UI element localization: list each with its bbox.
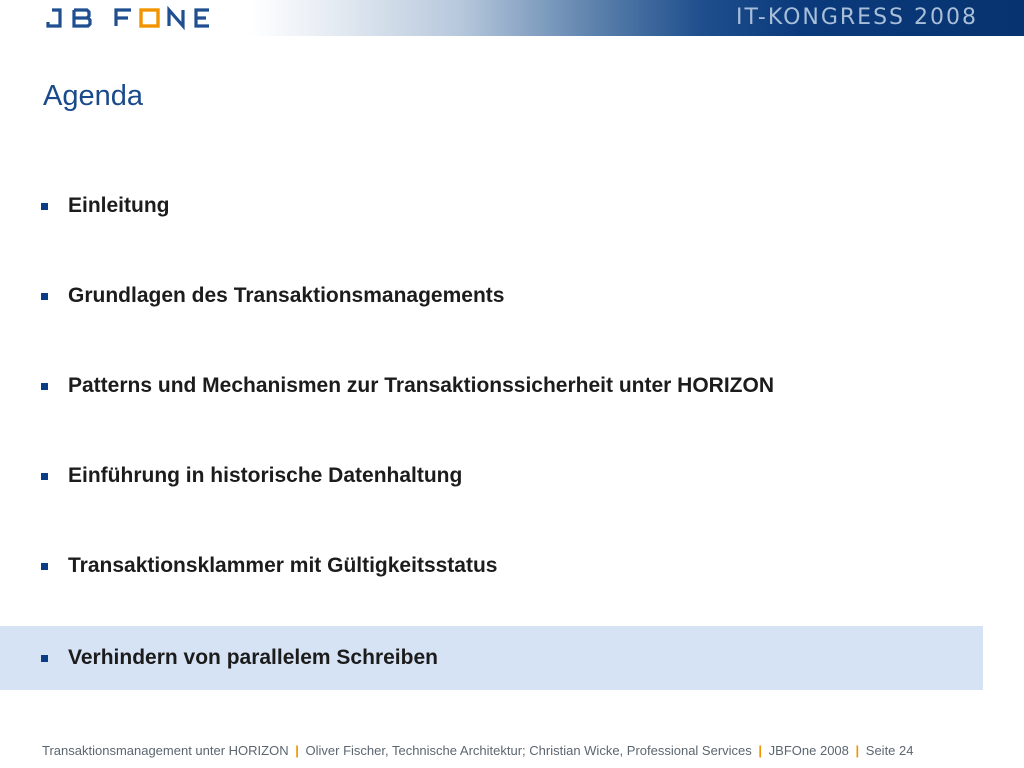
agenda-item <box>0 432 983 522</box>
footer-page-label: Seite 24 <box>865 743 914 758</box>
agenda-item <box>0 342 983 432</box>
agenda-item-label: Verhindern von parallelem Schreiben <box>68 646 438 669</box>
agenda-item <box>0 522 983 612</box>
square-bullet-icon <box>41 473 48 480</box>
square-bullet-icon <box>41 293 48 300</box>
square-bullet-icon <box>41 383 48 390</box>
jbfone-logo-mark <box>44 6 210 30</box>
agenda-item-label: Einleitung <box>68 194 170 217</box>
agenda-item-label: Einführung in historische Datenhaltung <box>68 464 463 487</box>
agenda-item-label: Patterns und Mechanismen zur Transaktionssicherheit unter HORIZON <box>68 374 774 397</box>
agenda-item-active <box>0 626 983 690</box>
footer <box>42 743 913 758</box>
footer-separator: | <box>758 743 763 758</box>
square-bullet-icon <box>41 203 48 210</box>
footer-topic: Transaktionsmanagement unter HORIZON <box>42 743 289 758</box>
page-title: Agenda <box>43 80 143 112</box>
header-band <box>0 0 1024 36</box>
footer-authors: Oliver Fischer, Technische Architektur; Christian Wicke, Professional Services <box>305 743 752 758</box>
footer-org-year: JBFOne 2008 <box>768 743 849 758</box>
jbfone-logo <box>44 4 210 32</box>
agenda-item <box>0 252 983 342</box>
agenda-item-label: Transaktionsklammer mit Gültigkeitsstatus <box>68 554 498 577</box>
footer-separator: | <box>855 743 860 758</box>
agenda-item-label: Grundlagen des Transaktionsmanagements <box>68 284 505 307</box>
footer-separator: | <box>295 743 299 758</box>
agenda-item <box>0 162 983 252</box>
event-title: IT-KONGRESS 2008 <box>736 5 978 30</box>
square-bullet-icon <box>41 655 48 662</box>
square-bullet-icon <box>41 563 48 570</box>
